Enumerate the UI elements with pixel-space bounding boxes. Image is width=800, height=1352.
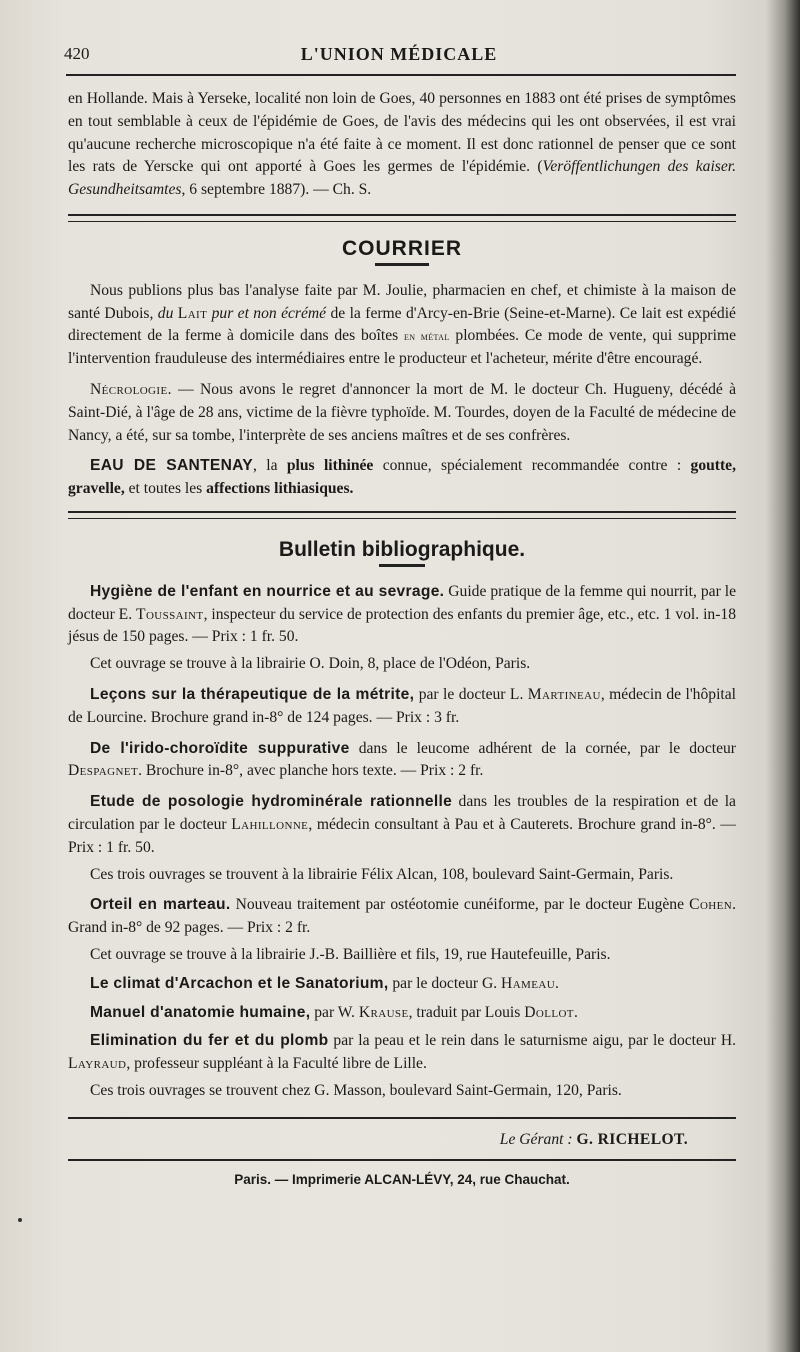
bibliography-publisher: Cet ouvrage se trouve à la librairie J.-B. Baillière et fils, 19, rue Hautefeuille, Paris. [90,945,611,963]
bibliography-publisher: Cet ouvrage se trouve à la librairie O. Doin, 8, place de l'Odéon, Paris. [90,655,531,673]
section-divider [68,511,736,519]
bibliography-entry: Le climat d'Arcachon et le Sanatorium, par le docteur G. Hameau. [90,974,559,992]
section-divider [68,214,736,222]
book-spine-shadow [766,0,800,1352]
page-number: 420 [64,44,90,63]
bibliography-entry: Leçons sur la thérapeutique de la métrite, par le docteur L. Martineau, médecin de l'hôpital de Lourcine. Brochure grand in-8° de 124 pages. — Prix : 3 fr. [68,685,736,726]
courrier-heading: COURRIER [341,236,462,260]
heading-dash [375,263,429,266]
gerant-signature: Le Gérant : G. RICHELOT. [499,1130,688,1148]
source-title: Veröffentlichungen des kaiser. Gesundheitsamtes [68,158,736,199]
intro-paragraph: en Hollande. Mais à Yerseke, localité non loin de Goes, 40 personnes en 1883 ont été prises de symptômes en tout semblable à ceux de l'épidémie de Goes, de l'avis des médecins qui les ont observées, il est vrai qu'aucune recherche microscopique n'a été faite à ce moment. Il est donc rationnel de penser que ce sont les rats de Yerscke qui ont apporté à Goes les germes de l'épidémie. (Veröffentlichungen des kaiser. Gesundheitsamtes, 6 septembre 1887). — Ch. S. [68,90,736,199]
footer-rule [68,1117,736,1119]
header-rule [66,74,736,76]
footer-rule [68,1159,736,1161]
necrology-paragraph: Nécrologie. — Nous avons le regret d'annoncer la mort de M. le docteur Ch. Hugueny, décédé à Saint-Dié, à l'âge de 28 ans, victime de la fièvre typhoïde. M. Tourdes, doyen de la Faculté de médecine de Nancy, a été, sur sa tombe, l'interprète de ses anciens maîtres et de ses confrères. [68,380,736,444]
bibliography-entry: Etude de posologie hydrominérale rationnelle dans les troubles de la respiration et de la circulation par le docteur Lahillonne, médecin consultant à Pau et à Cauterets. Brochure grand in-8°. — Prix : 1 fr. 50. [68,793,736,856]
bibliography-publisher: Ces trois ouvrages se trouvent chez G. Masson, boulevard Saint-Germain, 120, Paris. [90,1081,622,1099]
bibliography-entry: Manuel d'anatomie humaine, par W. Krause, traduit par Louis Dollot. [90,1003,578,1021]
bibliography-entry: Elimination du fer et du plomb par la peau et le rein dans le saturnisme aigu, par le docteur H. Layraud, professeur suppléant à la Faculté libre de Lille. [68,1032,737,1073]
running-title: L'UNION MÉDICALE [300,44,498,64]
bibliography-entry: Hygiène de l'enfant en nourrice et au sevrage. Guide pratique de la femme qui nourrit, par le docteur E. Toussaint, inspecteur du service de protection des enfants du premier âge, etc., etc. 1 vol. in-18 jésus de 150 pages. — Prix : 1 fr. 50. [68,582,737,646]
page-header [64,40,734,70]
printer-line: Paris. — Imprimerie ALCAN-LÉVY, 24, rue Chauchat. [234,1172,570,1188]
margin-dot [18,1218,22,1222]
courrier-paragraph-milk: Nous publions plus bas l'analyse faite par M. Joulie, pharmacien en chef, et chimiste à la maison de santé Dubois, du Lait pur et non écrémé de la ferme d'Arcy-en-Brie (Seine-et-Marne). Ce lait est expédié directement de la ferme à domicile dans des boîtes en métal plombées. Ce mode de vente, qui supprime l'intervention frauduleuse des intermédiaires entre le producteur et l'acheteur, mérite d'être encouragé. [68,281,736,368]
article-body [68,88,736,1192]
santenay-advert: EAU DE SANTENAY, la plus lithinée connue, spécialement recommandée contre : goutte, gravelle, et toutes les affections lithiasiques. [68,457,736,498]
heading-dash [379,564,425,567]
bibliography-entry: De l'irido-choroïdite suppurative dans le leucome adhérent de la cornée, par le docteur Despagnet. Brochure in-8°, avec planche hors texte. — Prix : 2 fr. [68,739,736,780]
bibliography-publisher: Ces trois ouvrages se trouvent à la librairie Félix Alcan, 108, boulevard Saint-Germain, Paris. [90,865,674,883]
bibliography-heading: Bulletin bibliographique. [278,537,526,561]
bibliography-entry: Orteil en marteau. Nouveau traitement par ostéotomie cunéiforme, par le docteur Eugène Cohen. Grand in-8° de 92 pages. — Prix : 2 fr. [68,896,736,937]
